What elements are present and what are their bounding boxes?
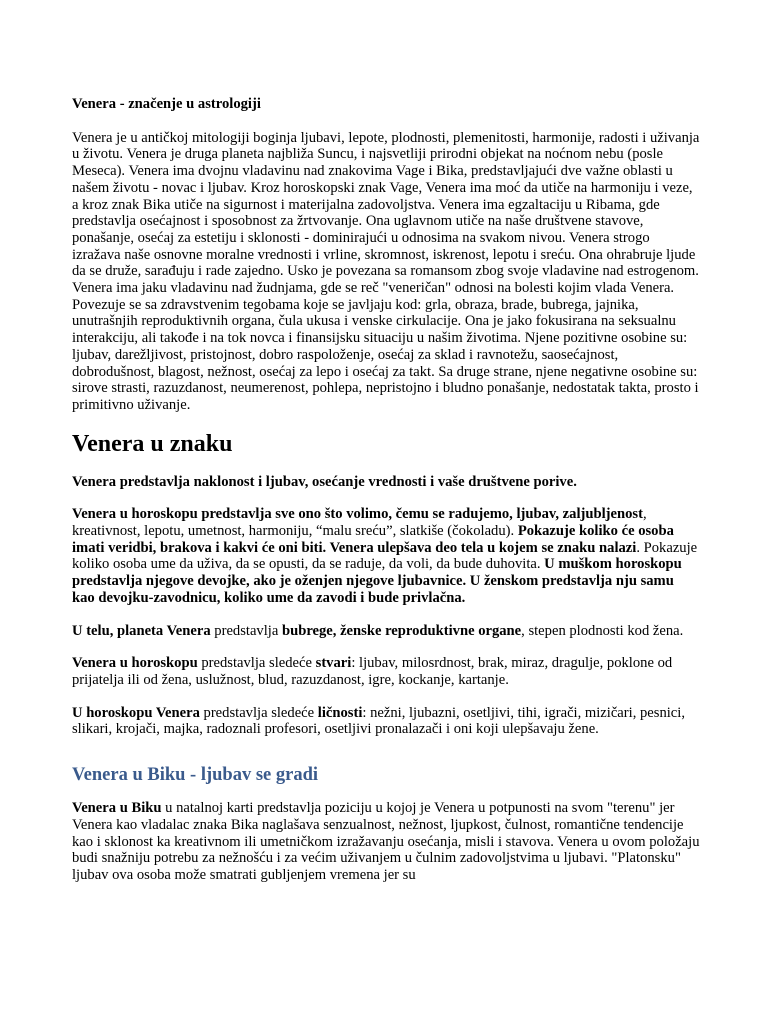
bold-text: U muškom horoskopu predstavlja njegove devojke, ako je oženjen njegove ljubavnice. U ženskom predstavlja nju samu kao devojku-zavodnicu, koliko ume da zavodi i bude privlačna. bbox=[72, 556, 682, 606]
intro-paragraph: Venera je u antičkoj mitologiji boginja ljubavi, lepote, plodnosti, plemenitosti, harmonije, radosti i uživanja u životu. Venera je druga planeta najbliža Suncu, i najsvetliji prirodni objekat na noćnom nebu (posle Meseca). Venera ima dvojnu vladavinu nad znakovima Vage i Bika, predstavljajući dve važne oblasti u našem životu - novac i ljubav. Kroz horoskopski znak Vage, Venera ima moć da utiče na harmoniju i veze, a kroz znak Bika utiče na sigurnost i materijalna zadovoljstva. Venera ima egzaltaciju u Ribama, gde predstavlja osećajnost i sposobnost za žrtvovanje. Ona uglavnom utiče na naše društvene stavove, ponašanje, osećaj za estetiju i sklonosti - dominirajući u odnosima na svakom nivou. Venera strogo izražava naše osnovne moralne vrednosti i vrline, skromnost, iskrenost, lepotu i sreću. Ona ohrabruje ljude da se druže, sarađuju i rade zajedno. Usko je povezana sa romansom zbog svoje vladavine nad estrogenom. Venera ima jaku vladavinu nad žudnjama, gde se reč "veneričan" odnosi na bolesti kojim vlada Venera. Povezuje se sa zdravstvenim tegobama koje se javljaju kod: grla, obraza, brade, bubrega, jajnika, unutrašnjih reproduktivnih organa, čula ukusa i venske cirkulacije. Ona je jako fokusirana na seksualnu interakciju, ali takođe i na tok novca i finansijsku situaciju u našim životima. Njene pozitivne osobine su: ljubav, darežljivost, pristojnost, dobro raspoloženje, osećaj za sklad i ravnotežu, saosećajnost, dobrodušnost, blagost, nežnost, osećaj za lepo i osećaj za takt. Sa druge strane, njene negativne osobine su: sirove strasti, razuzdanost, neumerenost, pohlepa, nepristojno i bludno ponašanje, nedostatak takta, prosto i primitivno uživanje. bbox=[72, 129, 700, 413]
body-text: predstavlja sledeće bbox=[197, 655, 316, 672]
bold-text: stvari bbox=[315, 655, 352, 672]
body-text: : ljubav, milosrdnost, brak, miraz, dragulje, poklone od prijatelja ili od žena, uslužnost, blud, razuzdanost, igre, kockanje, kartanje. bbox=[72, 655, 673, 688]
section1-paragraph-2 bbox=[72, 506, 700, 606]
bold-text: Venera u horoskopu predstavlja sve ono što volimo, čemu se radujemo, ljubav, zaljubljenost bbox=[72, 506, 643, 523]
body-text: , kreativnost, lepotu, umetnost, harmoniju, “malu sreću”, slatkiše (čokoladu). bbox=[72, 506, 647, 540]
section2-paragraph-1 bbox=[72, 800, 700, 884]
document-title: Venera - značenje u astrologiji bbox=[72, 96, 261, 112]
body-text: . Pokazuje koliko osoba ume da uživa, da se opusti, da se raduje, da voli, da bude duhovita. bbox=[72, 539, 698, 573]
bold-text: Venera u horoskopu bbox=[72, 655, 198, 672]
bold-text: U horoskopu Venera bbox=[72, 704, 200, 721]
section1-paragraph-4 bbox=[72, 655, 700, 688]
body-text: u natalnoj karti predstavlja poziciju u kojoj je Venera u potpunosti na svom "terenu" jer Venera kao vladalac znaka Bika naglašava senzualnost, nežnost, ljupkost, čulnost, romantične tendencije kao i sklonost ka kreativnom ili umetničkom izražavanju osećanja, misli i stavova. Venera u ovom položaju budi snažniju potrebu za nežnošću i za većim uživanjem u čulnim zadovoljstvima u ljubavi. "Platonsku" ljubav ova osoba može smatrati gubljenjem vremena jer su bbox=[72, 800, 700, 883]
section-heading-venera-u-znaku: Venera u znaku bbox=[72, 430, 233, 457]
body-text: predstavlja sledeće bbox=[199, 704, 318, 721]
body-text: predstavlja bbox=[210, 622, 282, 639]
body-text: : nežni, ljubazni, osetljivi, tihi, igrači, mizičari, pesnici, slikari, krojači, majka, radoznali profesori, osetljivi pronalazači i oni koji ulepšavaju žene. bbox=[72, 704, 685, 738]
document-page bbox=[72, 96, 700, 900]
section1-paragraph-5 bbox=[72, 705, 700, 738]
bold-text: U telu, planeta Venera bbox=[72, 622, 211, 639]
bold-text: Venera predstavlja naklonost i ljubav, osećanje vrednosti i vaše društvene porive. bbox=[72, 473, 577, 490]
section-heading-venera-u-biku: Venera u Biku - ljubav se gradi bbox=[72, 765, 319, 786]
bold-text: ličnosti bbox=[317, 704, 363, 721]
body-text: , stepen plodnosti kod žena. bbox=[521, 622, 684, 639]
section1-paragraph-3 bbox=[72, 623, 700, 640]
section1-paragraph-1 bbox=[72, 474, 700, 491]
bold-text: bubrege, ženske reproduktivne organe bbox=[281, 622, 522, 639]
bold-text: Venera u Biku bbox=[72, 800, 162, 817]
bold-text: Pokazuje koliko će osoba imati veridbi, brakova i kakvi će oni biti. Venera ulepšava deo tela u kojem se znaku nalazi bbox=[72, 523, 674, 556]
